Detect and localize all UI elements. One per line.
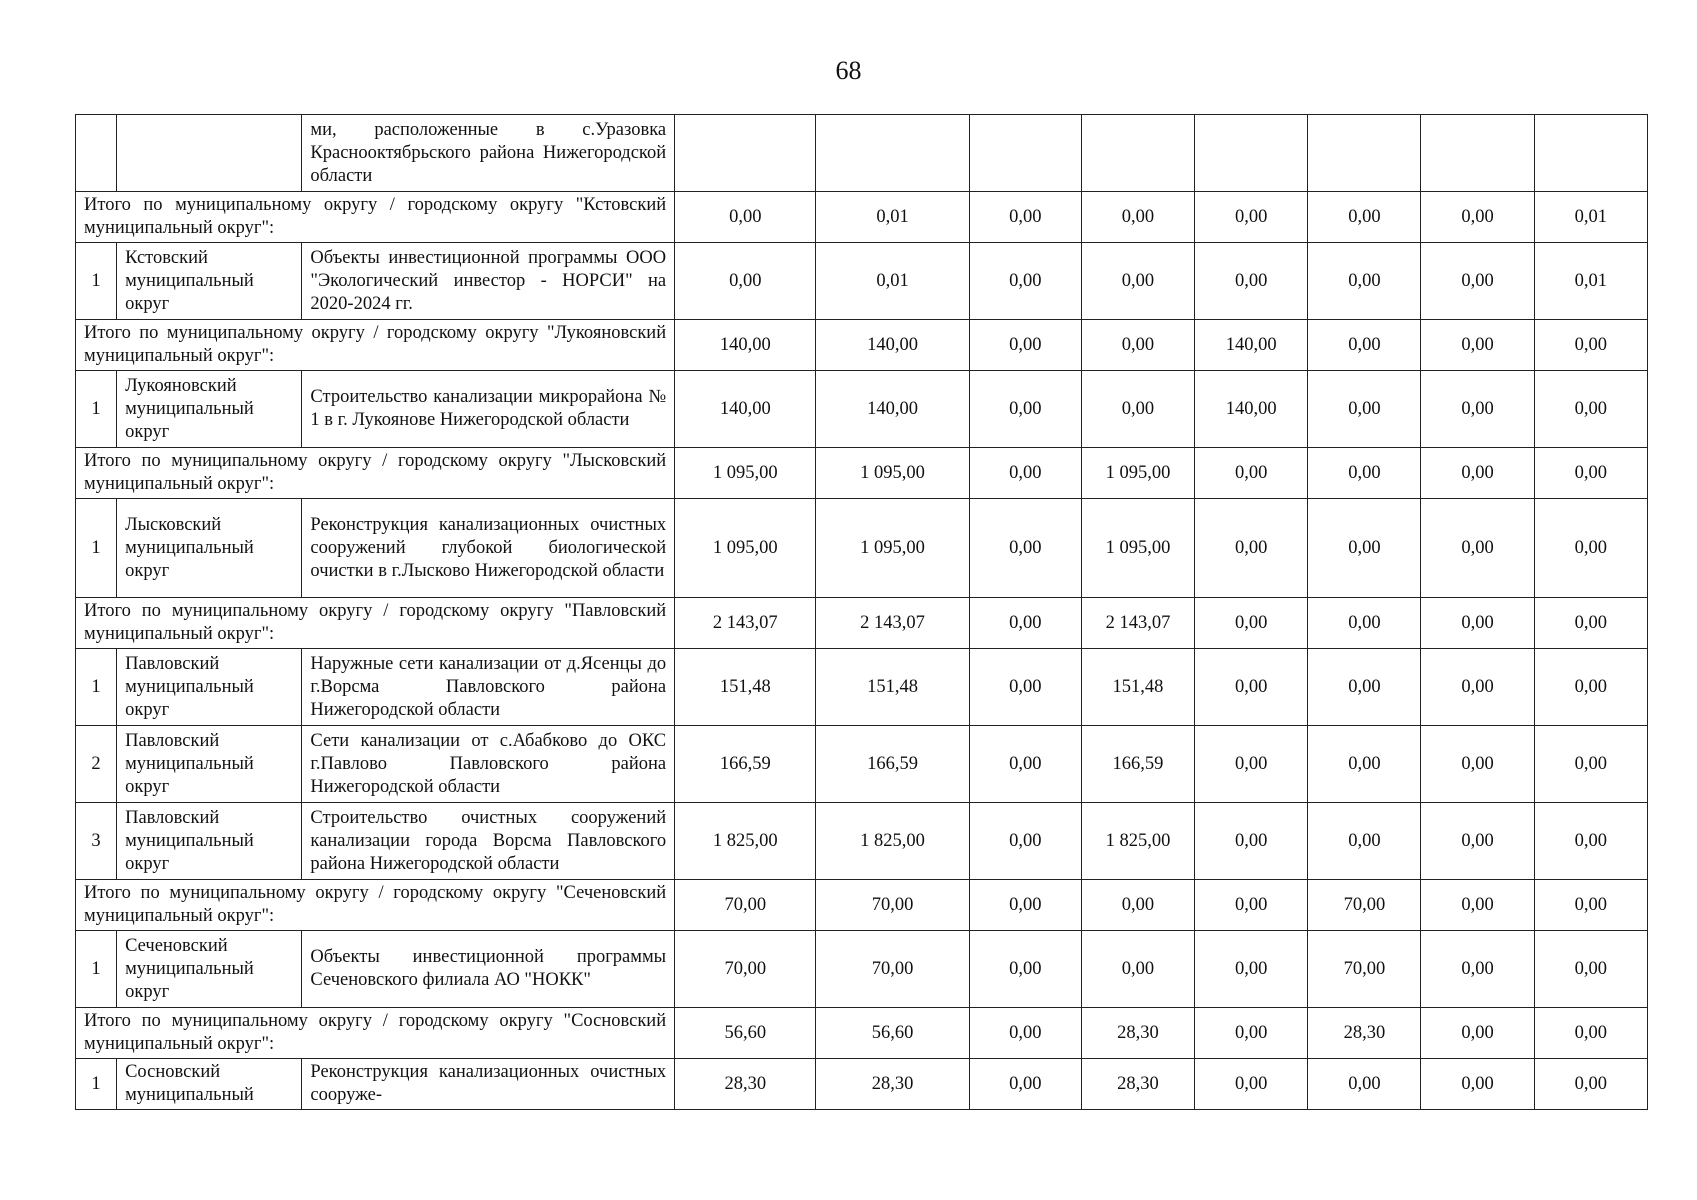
value-cell: 0,00 xyxy=(1534,1008,1647,1059)
object-description: Реконструкция канализационных очистных сооруже- xyxy=(302,1059,675,1110)
value-cell: 0,00 xyxy=(1308,448,1421,499)
municipality-name xyxy=(117,115,302,192)
value-cell: 0,00 xyxy=(1195,243,1308,320)
value-cell: 1 825,00 xyxy=(1081,803,1194,880)
value-cell: 0,00 xyxy=(1195,726,1308,803)
value-cell: 0,00 xyxy=(969,320,1081,371)
value-cell: 0,00 xyxy=(1308,803,1421,880)
total-label: Итого по муниципальному округу / городскому округу "Павловский муниципальный округ": xyxy=(76,598,675,649)
row-number: 1 xyxy=(76,931,117,1008)
value-cell: 0,00 xyxy=(1081,371,1194,448)
value-cell: 140,00 xyxy=(675,320,816,371)
table-row xyxy=(76,931,1648,1008)
value-cell xyxy=(1534,115,1647,192)
value-cell: 28,30 xyxy=(1308,1008,1421,1059)
value-cell: 70,00 xyxy=(816,880,969,931)
table-row xyxy=(76,726,1648,803)
value-cell: 1 825,00 xyxy=(675,803,816,880)
value-cell: 28,30 xyxy=(816,1059,969,1110)
value-cell: 0,00 xyxy=(969,649,1081,726)
value-cell: 0,00 xyxy=(1421,1008,1534,1059)
total-label: Итого по муниципальному округу / городскому округу "Кстовский муниципальный округ": xyxy=(76,192,675,243)
value-cell: 56,60 xyxy=(675,1008,816,1059)
value-cell: 0,00 xyxy=(1534,880,1647,931)
value-cell: 0,00 xyxy=(1081,192,1194,243)
total-row xyxy=(76,192,1648,243)
value-cell: 0,01 xyxy=(1534,243,1647,320)
value-cell: 0,00 xyxy=(969,931,1081,1008)
row-number: 1 xyxy=(76,1059,117,1110)
value-cell: 0,00 xyxy=(1421,1059,1534,1110)
value-cell: 0,00 xyxy=(1421,803,1534,880)
value-cell xyxy=(675,115,816,192)
object-description: Объекты инвестиционной программы Сеченовского филиала АО "НОКК" xyxy=(302,931,675,1008)
total-row xyxy=(76,598,1648,649)
municipality-name: Сосновский муниципальный xyxy=(117,1059,302,1110)
total-label: Итого по муниципальному округу / городскому округу "Сосновский муниципальный округ": xyxy=(76,1008,675,1059)
value-cell xyxy=(1421,115,1534,192)
value-cell: 2 143,07 xyxy=(816,598,969,649)
value-cell: 151,48 xyxy=(675,649,816,726)
value-cell: 1 095,00 xyxy=(816,499,969,598)
value-cell: 0,01 xyxy=(816,192,969,243)
value-cell: 0,00 xyxy=(1421,192,1534,243)
value-cell: 0,00 xyxy=(1534,649,1647,726)
value-cell: 0,00 xyxy=(1421,499,1534,598)
value-cell: 0,00 xyxy=(1308,499,1421,598)
table-row xyxy=(76,649,1648,726)
row-number: 3 xyxy=(76,803,117,880)
value-cell xyxy=(816,115,969,192)
value-cell: 166,59 xyxy=(675,726,816,803)
value-cell: 0,00 xyxy=(1195,1008,1308,1059)
value-cell: 0,00 xyxy=(1308,192,1421,243)
value-cell: 0,00 xyxy=(1421,243,1534,320)
value-cell xyxy=(1081,115,1194,192)
value-cell: 28,30 xyxy=(675,1059,816,1110)
value-cell: 0,00 xyxy=(969,598,1081,649)
value-cell: 0,00 xyxy=(1534,499,1647,598)
municipality-name: Сеченовский муниципальный округ xyxy=(117,931,302,1008)
value-cell: 0,00 xyxy=(1421,931,1534,1008)
value-cell: 140,00 xyxy=(816,320,969,371)
value-cell: 140,00 xyxy=(675,371,816,448)
value-cell: 0,00 xyxy=(969,880,1081,931)
value-cell: 0,00 xyxy=(1534,726,1647,803)
value-cell: 0,00 xyxy=(969,803,1081,880)
value-cell: 0,00 xyxy=(969,243,1081,320)
value-cell: 0,00 xyxy=(1308,649,1421,726)
budget-table xyxy=(75,114,1648,1110)
value-cell: 2 143,07 xyxy=(675,598,816,649)
object-description: Строительство канализации микрорайона № 1 в г. Лукоянове Нижегородской области xyxy=(302,371,675,448)
value-cell: 0,00 xyxy=(1421,880,1534,931)
value-cell: 0,00 xyxy=(675,192,816,243)
municipality-name: Лукояновский муниципальный округ xyxy=(117,371,302,448)
value-cell: 151,48 xyxy=(816,649,969,726)
value-cell: 0,00 xyxy=(1421,726,1534,803)
value-cell: 0,00 xyxy=(1195,192,1308,243)
value-cell: 140,00 xyxy=(1195,371,1308,448)
value-cell: 0,00 xyxy=(1308,320,1421,371)
value-cell: 0,00 xyxy=(1534,1059,1647,1110)
value-cell: 166,59 xyxy=(1081,726,1194,803)
total-label: Итого по муниципальному округу / городскому округу "Лукояновский муниципальный округ": xyxy=(76,320,675,371)
value-cell: 1 095,00 xyxy=(816,448,969,499)
table-row xyxy=(76,499,1648,598)
table-row xyxy=(76,115,1648,192)
row-number: 2 xyxy=(76,726,117,803)
value-cell: 0,00 xyxy=(1534,598,1647,649)
municipality-name: Павловский муниципальный округ xyxy=(117,803,302,880)
municipality-name: Павловский муниципальный округ xyxy=(117,726,302,803)
value-cell: 0,00 xyxy=(1534,371,1647,448)
value-cell: 0,00 xyxy=(1534,448,1647,499)
object-description: Строительство очистных сооружений канализации города Ворсма Павловского района Нижегородской области xyxy=(302,803,675,880)
value-cell: 1 095,00 xyxy=(1081,499,1194,598)
value-cell: 0,00 xyxy=(1308,243,1421,320)
value-cell: 0,00 xyxy=(1308,371,1421,448)
value-cell: 0,00 xyxy=(1081,880,1194,931)
table-row xyxy=(76,243,1648,320)
row-number: 1 xyxy=(76,243,117,320)
value-cell: 0,00 xyxy=(1195,1059,1308,1110)
value-cell: 0,00 xyxy=(1195,499,1308,598)
object-description: Объекты инвестиционной программы ООО "Экологический инвестор - НОРСИ" на 2020-2024 гг. xyxy=(302,243,675,320)
value-cell: 0,00 xyxy=(1421,649,1534,726)
object-description: Наружные сети канализации от д.Ясенцы до г.Ворсма Павловского района Нижегородской области xyxy=(302,649,675,726)
total-label: Итого по муниципальному округу / городскому округу "Лысковский муниципальный округ": xyxy=(76,448,675,499)
value-cell: 0,00 xyxy=(1195,448,1308,499)
value-cell xyxy=(1195,115,1308,192)
value-cell: 0,00 xyxy=(969,1059,1081,1110)
value-cell xyxy=(1308,115,1421,192)
value-cell: 0,01 xyxy=(816,243,969,320)
object-description: ми, расположенные в с.Уразовка Краснооктябрьского района Нижегородской области xyxy=(302,115,675,192)
value-cell xyxy=(969,115,1081,192)
object-description: Реконструкция канализационных очистных сооружений глубокой биологической очистки в г.Лысково Нижегородской области xyxy=(302,499,675,598)
row-number: 1 xyxy=(76,499,117,598)
row-number: 1 xyxy=(76,371,117,448)
table-row xyxy=(76,1059,1648,1110)
value-cell: 0,00 xyxy=(969,371,1081,448)
municipality-name: Павловский муниципальный округ xyxy=(117,649,302,726)
value-cell: 0,00 xyxy=(1081,931,1194,1008)
value-cell: 0,00 xyxy=(969,726,1081,803)
value-cell: 0,00 xyxy=(1195,931,1308,1008)
municipality-name: Кстовский муниципальный округ xyxy=(117,243,302,320)
value-cell: 140,00 xyxy=(816,371,969,448)
table-row xyxy=(76,803,1648,880)
value-cell: 0,00 xyxy=(1308,598,1421,649)
value-cell: 70,00 xyxy=(1308,931,1421,1008)
value-cell: 0,00 xyxy=(969,448,1081,499)
value-cell: 0,00 xyxy=(1534,803,1647,880)
value-cell: 1 095,00 xyxy=(1081,448,1194,499)
value-cell: 0,00 xyxy=(1081,243,1194,320)
value-cell: 0,00 xyxy=(969,192,1081,243)
value-cell: 0,00 xyxy=(1195,598,1308,649)
value-cell: 0,01 xyxy=(1534,192,1647,243)
row-number: 1 xyxy=(76,649,117,726)
total-row xyxy=(76,448,1648,499)
value-cell: 0,00 xyxy=(1421,320,1534,371)
value-cell: 140,00 xyxy=(1195,320,1308,371)
value-cell: 0,00 xyxy=(1081,320,1194,371)
total-row xyxy=(76,320,1648,371)
value-cell: 70,00 xyxy=(816,931,969,1008)
value-cell: 0,00 xyxy=(1421,598,1534,649)
value-cell: 0,00 xyxy=(969,499,1081,598)
total-row xyxy=(76,1008,1648,1059)
value-cell: 1 825,00 xyxy=(816,803,969,880)
value-cell: 56,60 xyxy=(816,1008,969,1059)
table-row xyxy=(76,371,1648,448)
value-cell: 70,00 xyxy=(675,880,816,931)
value-cell: 0,00 xyxy=(1195,880,1308,931)
object-description: Сети канализации от с.Абабково до ОКС г.Павлово Павловского района Нижегородской области xyxy=(302,726,675,803)
value-cell: 1 095,00 xyxy=(675,448,816,499)
value-cell: 28,30 xyxy=(1081,1059,1194,1110)
value-cell: 0,00 xyxy=(1308,1059,1421,1110)
value-cell: 0,00 xyxy=(969,1008,1081,1059)
value-cell: 28,30 xyxy=(1081,1008,1194,1059)
page-number: 68 xyxy=(835,56,862,85)
value-cell: 0,00 xyxy=(1195,803,1308,880)
value-cell: 2 143,07 xyxy=(1081,598,1194,649)
value-cell: 0,00 xyxy=(1421,371,1534,448)
value-cell: 0,00 xyxy=(1534,931,1647,1008)
value-cell: 0,00 xyxy=(1195,649,1308,726)
row-number xyxy=(76,115,117,192)
total-label: Итого по муниципальному округу / городскому округу "Сеченовский муниципальный округ": xyxy=(76,880,675,931)
value-cell: 1 095,00 xyxy=(675,499,816,598)
value-cell: 0,00 xyxy=(1421,448,1534,499)
value-cell: 0,00 xyxy=(1308,726,1421,803)
value-cell: 0,00 xyxy=(1534,320,1647,371)
total-row xyxy=(76,880,1648,931)
value-cell: 70,00 xyxy=(1308,880,1421,931)
value-cell: 151,48 xyxy=(1081,649,1194,726)
municipality-name: Лысковский муниципальный округ xyxy=(117,499,302,598)
value-cell: 70,00 xyxy=(675,931,816,1008)
value-cell: 166,59 xyxy=(816,726,969,803)
value-cell: 0,00 xyxy=(675,243,816,320)
